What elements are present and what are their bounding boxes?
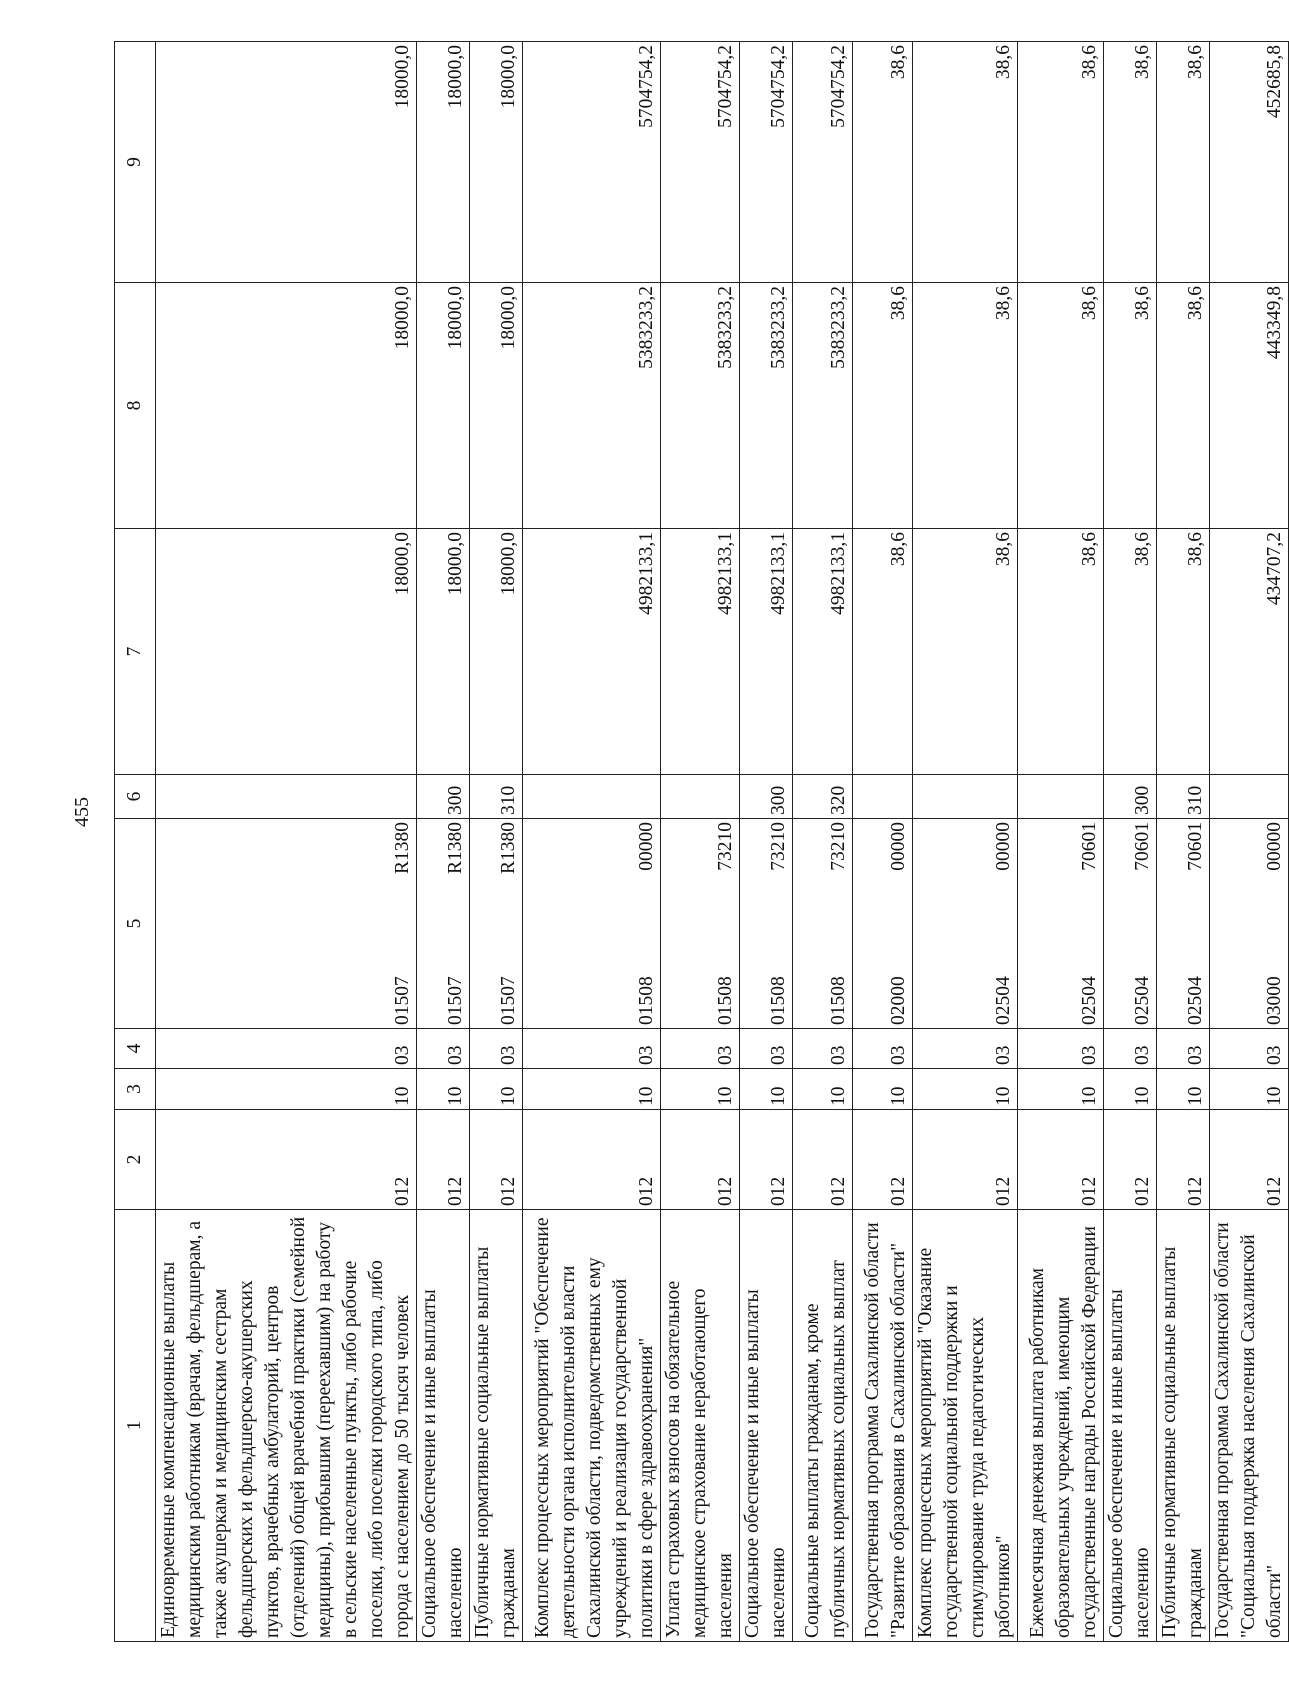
row-name: Государственная программа Сахалинской области "Социальная поддержка населения Сахалинской области" — [1210, 1210, 1289, 1642]
cell-vr: 300 — [1104, 775, 1157, 819]
cell-gr: 012 — [913, 1110, 1018, 1210]
table-body — [156, 42, 1289, 1642]
csr-part2: R1380 — [498, 822, 519, 875]
cell-pr: 03 — [661, 1029, 740, 1069]
cell-value-9: 5704754,2 — [740, 42, 793, 283]
table-row — [470, 42, 523, 1642]
cell-value-9: 18000,0 — [417, 42, 470, 283]
cell-rz: 10 — [470, 1069, 523, 1110]
cell-rz: 10 — [1157, 1069, 1210, 1110]
csr-part1: 01508 — [636, 976, 657, 1025]
table-row — [523, 42, 661, 1642]
table-row — [913, 42, 1018, 1642]
csr-code — [886, 822, 912, 1025]
csr-part2: 00000 — [888, 822, 909, 871]
cell-gr: 012 — [417, 1110, 470, 1210]
table-row — [1104, 42, 1157, 1642]
cell-value-9: 38,6 — [1018, 42, 1104, 283]
csr-code — [634, 822, 660, 1025]
cell-rz: 10 — [523, 1069, 661, 1110]
row-name: Публичные нормативные социальные выплаты гражданам — [470, 1210, 523, 1642]
cell-vr: 320 — [793, 775, 853, 819]
cell-gr: 012 — [661, 1110, 740, 1210]
cell-gr: 012 — [740, 1110, 793, 1210]
cell-value-9: 38,6 — [1157, 42, 1210, 283]
cell-pr: 03 — [417, 1029, 470, 1069]
csr-code — [1262, 822, 1288, 1025]
cell-vr — [156, 775, 417, 819]
cell-value-7: 18000,0 — [417, 529, 470, 775]
cell-value-7: 4982133,1 — [793, 529, 853, 775]
cell-value-9: 38,6 — [1104, 42, 1157, 283]
cell-gr: 012 — [523, 1110, 661, 1210]
cell-csr — [913, 819, 1018, 1029]
row-name: Ежемесячная денежная выплата работникам образовательных учреждений, имеющим государственные награды Российской Федерации — [1018, 1210, 1104, 1642]
cell-rz: 10 — [913, 1069, 1018, 1110]
header-row — [115, 42, 156, 1642]
cell-vr — [1210, 775, 1289, 819]
cell-value-8: 443349,8 — [1210, 283, 1289, 529]
cell-value-7: 4982133,1 — [661, 529, 740, 775]
cell-rz: 10 — [1104, 1069, 1157, 1110]
cell-value-8: 38,6 — [1018, 283, 1104, 529]
cell-pr: 03 — [1210, 1029, 1289, 1069]
cell-pr: 03 — [793, 1029, 853, 1069]
header-cell: 4 — [115, 1029, 156, 1069]
csr-code — [1183, 822, 1209, 1025]
table-row — [1157, 42, 1210, 1642]
cell-gr: 012 — [1104, 1110, 1157, 1210]
cell-gr: 012 — [1018, 1110, 1104, 1210]
csr-part2: 70601 — [1185, 822, 1206, 871]
cell-rz: 10 — [661, 1069, 740, 1110]
cell-csr — [523, 819, 661, 1029]
rotated-table-container — [114, 42, 1285, 1642]
cell-csr — [853, 819, 913, 1029]
cell-pr: 03 — [523, 1029, 661, 1069]
row-name: Социальные выплаты гражданам, кроме публичных нормативных социальных выплат — [793, 1210, 853, 1642]
cell-csr — [1018, 819, 1104, 1029]
header-cell: 5 — [115, 819, 156, 1029]
cell-vr — [1018, 775, 1104, 819]
csr-part2: 73210 — [828, 822, 849, 871]
cell-value-8: 18000,0 — [417, 283, 470, 529]
cell-value-8: 38,6 — [1104, 283, 1157, 529]
budget-table — [114, 41, 1289, 1642]
csr-part1: 03000 — [1264, 976, 1285, 1025]
csr-part1: 01508 — [768, 976, 789, 1025]
header-cell: 9 — [115, 42, 156, 283]
cell-value-8: 38,6 — [853, 283, 913, 529]
csr-part1: 02504 — [1079, 976, 1100, 1025]
cell-pr: 03 — [1157, 1029, 1210, 1069]
csr-part2: 00000 — [993, 822, 1014, 871]
cell-rz: 10 — [740, 1069, 793, 1110]
cell-value-8: 18000,0 — [470, 283, 523, 529]
cell-gr: 012 — [156, 1110, 417, 1210]
cell-value-8: 5383233,2 — [523, 283, 661, 529]
csr-part1: 02000 — [888, 976, 909, 1025]
cell-value-8: 5383233,2 — [661, 283, 740, 529]
table-row — [1018, 42, 1104, 1642]
cell-value-9: 5704754,2 — [523, 42, 661, 283]
table-row — [740, 42, 793, 1642]
csr-part1: 02504 — [993, 976, 1014, 1025]
cell-value-9: 18000,0 — [470, 42, 523, 283]
cell-value-8: 18000,0 — [156, 283, 417, 529]
table-row — [793, 42, 853, 1642]
csr-code — [713, 822, 739, 1025]
cell-pr: 03 — [470, 1029, 523, 1069]
cell-rz: 10 — [417, 1069, 470, 1110]
cell-value-7: 18000,0 — [156, 529, 417, 775]
header-cell: 1 — [115, 1210, 156, 1642]
row-name: Социальное обеспечение и иные выплаты населению — [417, 1210, 470, 1642]
table-row — [417, 42, 470, 1642]
cell-value-7: 38,6 — [913, 529, 1018, 775]
csr-part1: 01508 — [715, 976, 736, 1025]
csr-part2: 70601 — [1132, 822, 1153, 871]
csr-part2: 73210 — [715, 822, 736, 871]
cell-gr: 012 — [470, 1110, 523, 1210]
cell-pr: 03 — [1018, 1029, 1104, 1069]
csr-code — [1077, 822, 1103, 1025]
cell-value-9: 5704754,2 — [661, 42, 740, 283]
cell-csr — [1104, 819, 1157, 1029]
csr-part2: 00000 — [1264, 822, 1285, 871]
cell-csr — [417, 819, 470, 1029]
csr-part1: 02504 — [1132, 976, 1153, 1025]
cell-gr: 012 — [1210, 1110, 1289, 1210]
csr-part1: 01507 — [392, 976, 413, 1025]
cell-csr — [661, 819, 740, 1029]
cell-vr: 300 — [417, 775, 470, 819]
csr-part1: 01507 — [498, 976, 519, 1025]
cell-value-7: 18000,0 — [470, 529, 523, 775]
header-cell: 6 — [115, 775, 156, 819]
cell-value-7: 38,6 — [853, 529, 913, 775]
cell-value-7: 4982133,1 — [740, 529, 793, 775]
csr-part1: 01508 — [828, 976, 849, 1025]
cell-gr: 012 — [793, 1110, 853, 1210]
csr-code — [1130, 822, 1156, 1025]
row-name: Уплата страховых взносов на обязательное медицинское страхование неработающего населения — [661, 1210, 740, 1642]
csr-code — [826, 822, 852, 1025]
cell-pr: 03 — [853, 1029, 913, 1069]
cell-gr: 012 — [1157, 1110, 1210, 1210]
cell-vr: 310 — [1157, 775, 1210, 819]
row-name: Комплекс процессных мероприятий "Обеспечение деятельности органа исполнительной власти Сахалинской области, подведомственных ему учреждений и реализация государственной политики в сфере здравоохранения" — [523, 1210, 661, 1642]
row-name: Государственная программа Сахалинской области "Развитие образования в Сахалинской области" — [853, 1210, 913, 1642]
cell-pr: 03 — [156, 1029, 417, 1069]
cell-gr: 012 — [853, 1110, 913, 1210]
cell-rz: 10 — [1210, 1069, 1289, 1110]
row-name: Единовременные компенсационные выплаты медицинским работникам (врачам, фельдшерам, а также акушеркам и медицинским сестрам фельдшерских и фельдшерско-акушерских пунктов, врачебных амбулаторий, центров (отделений) общей врачебной практики (семейной медицины), прибывшим (переехавшим) на работу в сельские населенные пункты, либо рабочие поселки, либо поселки городского типа, либо города с населением до 50 тысяч человек — [156, 1210, 417, 1642]
cell-rz: 10 — [853, 1069, 913, 1110]
cell-value-7: 38,6 — [1157, 529, 1210, 775]
cell-value-8: 38,6 — [913, 283, 1018, 529]
csr-part2: 73210 — [768, 822, 789, 871]
table-row — [156, 42, 417, 1642]
csr-part2: R1380 — [392, 822, 413, 875]
cell-value-7: 4982133,1 — [523, 529, 661, 775]
table-row — [661, 42, 740, 1642]
cell-rz: 10 — [1018, 1069, 1104, 1110]
csr-part2: R1380 — [445, 822, 466, 875]
cell-value-8: 5383233,2 — [793, 283, 853, 529]
cell-value-9: 38,6 — [853, 42, 913, 283]
csr-part1: 01507 — [445, 976, 466, 1025]
header-cell: 2 — [115, 1110, 156, 1210]
cell-csr — [1157, 819, 1210, 1029]
cell-value-9: 18000,0 — [156, 42, 417, 283]
cell-csr — [1210, 819, 1289, 1029]
cell-value-9: 452685,8 — [1210, 42, 1289, 283]
csr-part2: 70601 — [1079, 822, 1100, 871]
csr-code — [991, 822, 1017, 1025]
row-name: Публичные нормативные социальные выплаты гражданам — [1157, 1210, 1210, 1642]
csr-code — [766, 822, 792, 1025]
header-cell: 7 — [115, 529, 156, 775]
cell-vr — [913, 775, 1018, 819]
cell-value-8: 38,6 — [1157, 283, 1210, 529]
cell-value-7: 434707,2 — [1210, 529, 1289, 775]
cell-csr — [156, 819, 417, 1029]
cell-pr: 03 — [1104, 1029, 1157, 1069]
cell-value-7: 38,6 — [1018, 529, 1104, 775]
cell-pr: 03 — [913, 1029, 1018, 1069]
csr-code — [443, 822, 469, 1025]
cell-value-9: 5704754,2 — [793, 42, 853, 283]
cell-csr — [470, 819, 523, 1029]
cell-csr — [740, 819, 793, 1029]
cell-vr: 310 — [470, 775, 523, 819]
cell-value-7: 38,6 — [1104, 529, 1157, 775]
cell-rz: 10 — [793, 1069, 853, 1110]
row-name: Социальное обеспечение и иные выплаты населению — [1104, 1210, 1157, 1642]
page-number: 455 — [71, 797, 93, 827]
cell-value-9: 38,6 — [913, 42, 1018, 283]
table-row — [1210, 42, 1289, 1642]
cell-vr — [661, 775, 740, 819]
csr-part2: 00000 — [636, 822, 657, 871]
csr-code — [496, 822, 522, 1025]
row-name: Комплекс процессных мероприятий "Оказание государственной социальной поддержки и стимулирование труда педагогических работников" — [913, 1210, 1018, 1642]
cell-csr — [793, 819, 853, 1029]
cell-vr — [523, 775, 661, 819]
cell-vr: 300 — [740, 775, 793, 819]
cell-value-8: 5383233,2 — [740, 283, 793, 529]
header-cell: 3 — [115, 1069, 156, 1110]
cell-vr — [853, 775, 913, 819]
table-row — [853, 42, 913, 1642]
row-name: Социальное обеспечение и иные выплаты населению — [740, 1210, 793, 1642]
csr-part1: 02504 — [1185, 976, 1206, 1025]
header-cell: 8 — [115, 283, 156, 529]
cell-rz: 10 — [156, 1069, 417, 1110]
csr-code — [390, 822, 416, 1025]
cell-pr: 03 — [740, 1029, 793, 1069]
